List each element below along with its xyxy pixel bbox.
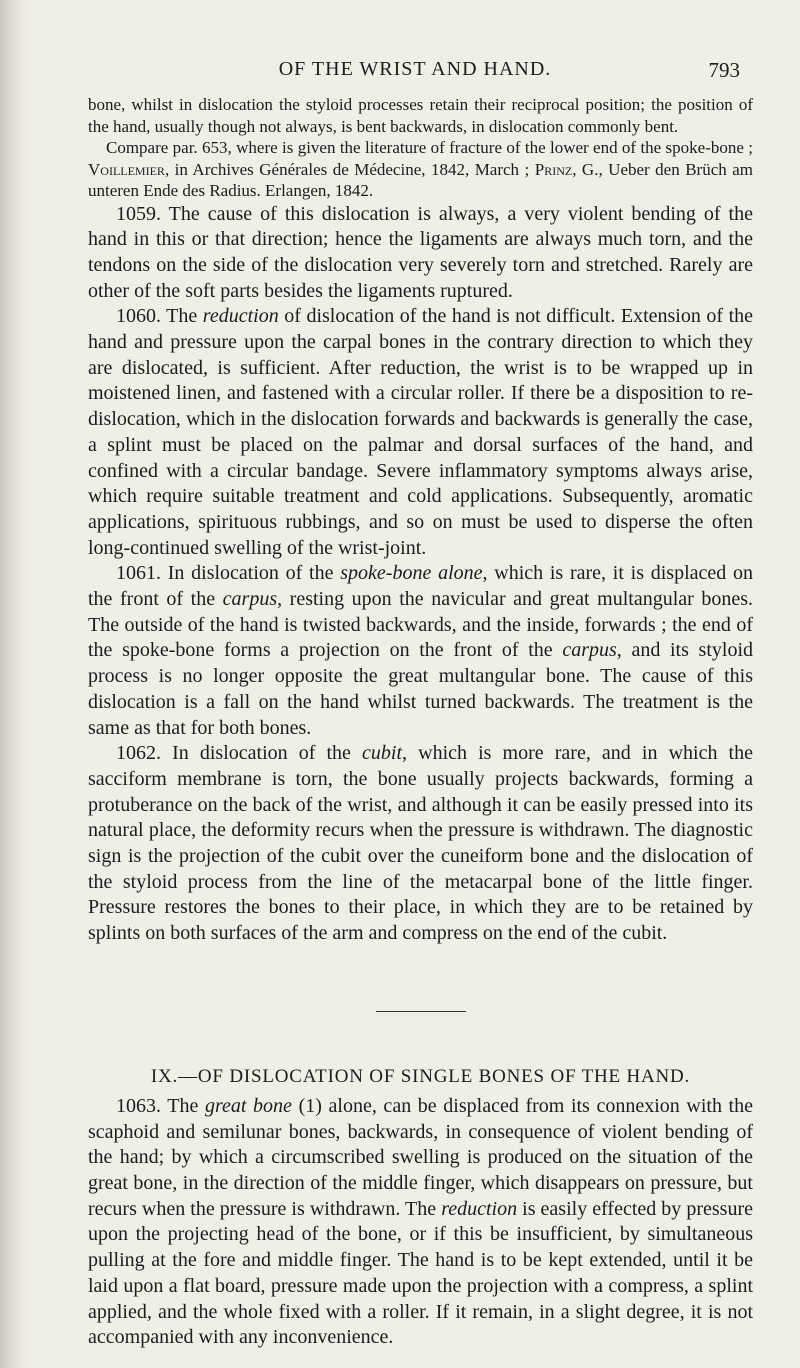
page-number: 793: [708, 58, 740, 82]
p1061-text-d: , and its styloid process is no longer opposite the great multangular bone. The cause of this dislocation is a fall on the hand whilst turned backwards. The treatment is the same as that for both bones.: [88, 639, 754, 739]
paragraph-1059: 1059. The cause of this dislocation is always, a very violent bending of the hand in this or that direction; hence the ligaments are always much torn, and the tendons on the side of the dislocation very severely torn and stretched. Rarely are other of the soft parts besides the ligaments ruptured.: [88, 202, 753, 302]
p1061-text-a: 1061. In dislocation of the: [116, 562, 341, 585]
compare-text-c: , Ueber den Brüch am unteren Ende des Radius. Erlangen, 1842.: [88, 159, 753, 200]
page-binding-edge: [0, 0, 28, 1368]
compare-text-b: , in Archives Générales de Médecine, 1842, March ;: [164, 159, 535, 179]
p1060-text-b: of dislocation of the hand is not difficult. Extension of the hand and pressure upon the carpal bones in the contrary direction to which they are dislocated, is sufficient. After reduction, the wrist is to be wrapped up in moistened linen, and fastened with a circular roller. If there be a disposition to re-dislocation, which in the dislocation forwards and backwards is generally the case, a splint must be placed on the palmar and dorsal surfaces of the hand, and confined with a circular bandage. Severe inflammatory symptoms always arise, which require suitable treatment and cold applications. Subsequently, aromatic applications, spirituous rubbings, and so on must be used to disperse the often long-continued swelling of the wrist-joint.: [88, 305, 753, 559]
section-heading: IX.—OF DISLOCATION OF SINGLE BONES OF THE HAND.: [150, 1065, 691, 1087]
paragraph-1062: [88, 741, 753, 947]
paragraph-compare-note: [88, 137, 753, 202]
p1061-text-c: , resting upon the navicular and great multangular bones. The outside of the hand is twisted backwards, and the inside, forwards ; the end of the spoke-bone forms a projection on the front of the: [88, 588, 754, 662]
author-prinz: Prinz, G.: [534, 159, 599, 179]
p1063-text-c: is easily effected by pressure upon the projecting head of the bone, or if this be insufficient, by simultaneous pulling at the fore and middle finger. The hand is to be kept extended, until it be laid upon a flat board, pressure made upon the projection with a compress, a splint applied, and the whole fixed with a roller. If it remain, in a slight degree, it is not accompanied with any inconvenience.: [88, 1197, 753, 1349]
p1060-text-a: 1060. The: [116, 305, 203, 328]
p1063-emphasis-1: great bone: [204, 1094, 292, 1117]
running-title: OF THE WRIST AND HAND.: [278, 58, 552, 80]
p1062-text-b: , which is more rare, and in which the sacciform membrane is torn, the bone usually projects backwards, forming a protuberance on the back of the wrist, and although it can be easily pressed into its natural place, the deformity recurs when the pressure is withdrawn. The diagnostic sign is the projection of the cubit over the cuneiform bone and the dislocation of the styloid process from the line of the metacarpal bone of the little finger. Pressure restores the bones to their place, in which they are to be retained by splints on both surfaces of the arm and compress on the end of the cubit.: [88, 742, 753, 945]
paragraph-continuation: bone, whilst in dislocation the styloid processes retain their reciprocal position; the position of the hand, usually though not always, is bent backwards, in dislocation commonly bent.: [88, 95, 753, 136]
compare-text-a: Compare par. 653, where is given the literature of fracture of the lower end of the spoke-bone ;: [106, 138, 753, 157]
author-voillemier: Voillemier: [88, 159, 165, 179]
p1061-text-b: , which is rare, it is displaced on the front of the: [88, 562, 753, 611]
p1062-emphasis: cubit: [362, 742, 403, 765]
paragraph-1063: [88, 1094, 753, 1351]
p1063-emphasis-2: reduction: [441, 1197, 518, 1220]
section-divider: [376, 1011, 466, 1012]
body-text: [88, 94, 753, 1351]
paragraph-1061: [88, 561, 753, 741]
p1061-emphasis-3: carpus: [562, 639, 617, 662]
p1061-emphasis-1: spoke-bone alone: [340, 562, 483, 585]
p1062-text-a: 1062. In dislocation of the: [116, 742, 363, 765]
p1063-text-b: (1) alone, can be displaced from its connexion with the scaphoid and semilunar bones, backwards, in consequence of violent bending of the hand; by which a circumscribed swelling is produced on the situation of the great bone, in the direction of the middle finger, which disappears on pressure, but recurs when the pressure is withdrawn. The: [88, 1094, 753, 1220]
p1061-emphasis-2: carpus: [222, 588, 278, 611]
p1063-text-a: 1063. The: [116, 1094, 205, 1117]
paragraph-1060: [88, 304, 753, 561]
p1060-emphasis: reduction: [202, 305, 279, 328]
running-header: [90, 58, 740, 88]
